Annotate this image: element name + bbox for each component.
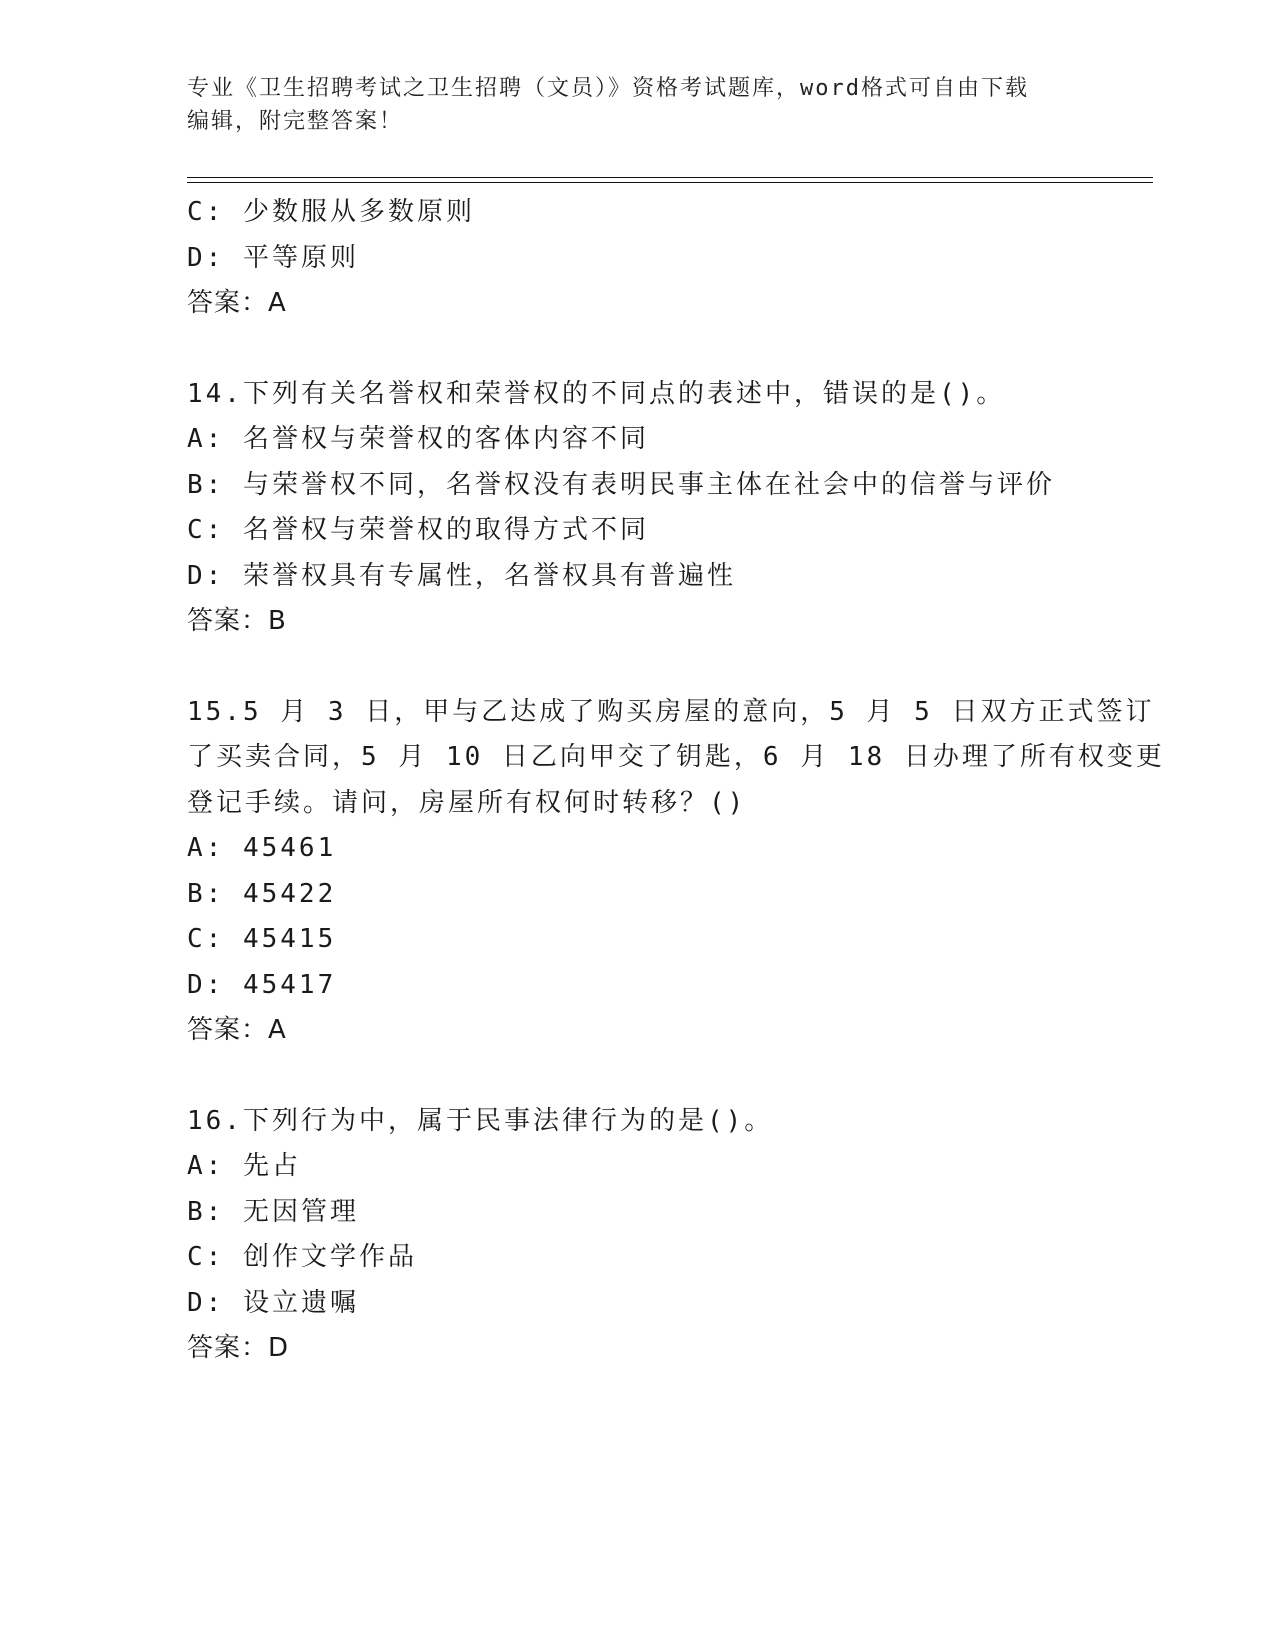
question-15 <box>187 690 1165 1054</box>
option-c: C: 创作文学作品 <box>187 1242 417 1272</box>
option-d: D: 45417 <box>187 969 337 1000</box>
option-a: A: 名誉权与荣誉权的客体内容不同 <box>187 424 649 454</box>
question-stem: 14.下列有关名誉权和荣誉权的不同点的表述中，错误的是()。 <box>187 378 1006 409</box>
header-line-2: 编辑，附完整答案！ <box>187 109 404 134</box>
question-list <box>187 190 1165 1372</box>
question-stem-line-2: 了买卖合同，5 月 10 日乙向甲交了钥匙，6 月 18 日办理了所有权变更 <box>187 742 1165 772</box>
header-divider-bottom <box>187 182 1153 183</box>
option-d: D: 荣誉权具有专属性，名誉权具有普遍性 <box>187 560 736 591</box>
question-spacer <box>187 1054 1107 1099</box>
document-header <box>187 72 1087 138</box>
question-spacer <box>187 327 1107 372</box>
question-stem-line-3: 登记手续。请问，房屋所有权何时转移？() <box>187 787 747 818</box>
option-c: C: 少数服从多数原则 <box>187 197 475 227</box>
header-divider-top <box>187 177 1153 178</box>
header-line-1: 专业《卫生招聘考试之卫生招聘（文员）》资格考试题库，word格式可自由下载 <box>187 76 1029 101</box>
answer: 答案：B <box>187 606 287 636</box>
question-14 <box>187 372 1107 645</box>
option-b: B: 无因管理 <box>187 1196 359 1227</box>
answer: 答案：A <box>187 288 287 318</box>
question-13 <box>187 190 1107 327</box>
option-a: A: 45461 <box>187 833 337 863</box>
question-spacer <box>187 645 1107 690</box>
option-a: A: 先占 <box>187 1151 301 1181</box>
option-c: C: 45415 <box>187 924 337 954</box>
answer: 答案：D <box>187 1333 290 1363</box>
question-stem: 16.下列行为中，属于民事法律行为的是()。 <box>187 1105 774 1136</box>
question-stem-line-1: 15.5 月 3 日，甲与乙达成了购买房屋的意向，5 月 5 日双方正式签订 <box>187 696 1155 727</box>
option-d: D: 设立遗嘱 <box>187 1287 359 1318</box>
option-b: B: 45422 <box>187 878 337 909</box>
answer: 答案：A <box>187 1015 287 1045</box>
option-d: D: 平等原则 <box>187 242 359 273</box>
option-c: C: 名誉权与荣誉权的取得方式不同 <box>187 515 649 545</box>
question-16 <box>187 1099 1107 1372</box>
option-b: B: 与荣誉权不同，名誉权没有表明民事主体在社会中的信誉与评价 <box>187 469 1055 500</box>
